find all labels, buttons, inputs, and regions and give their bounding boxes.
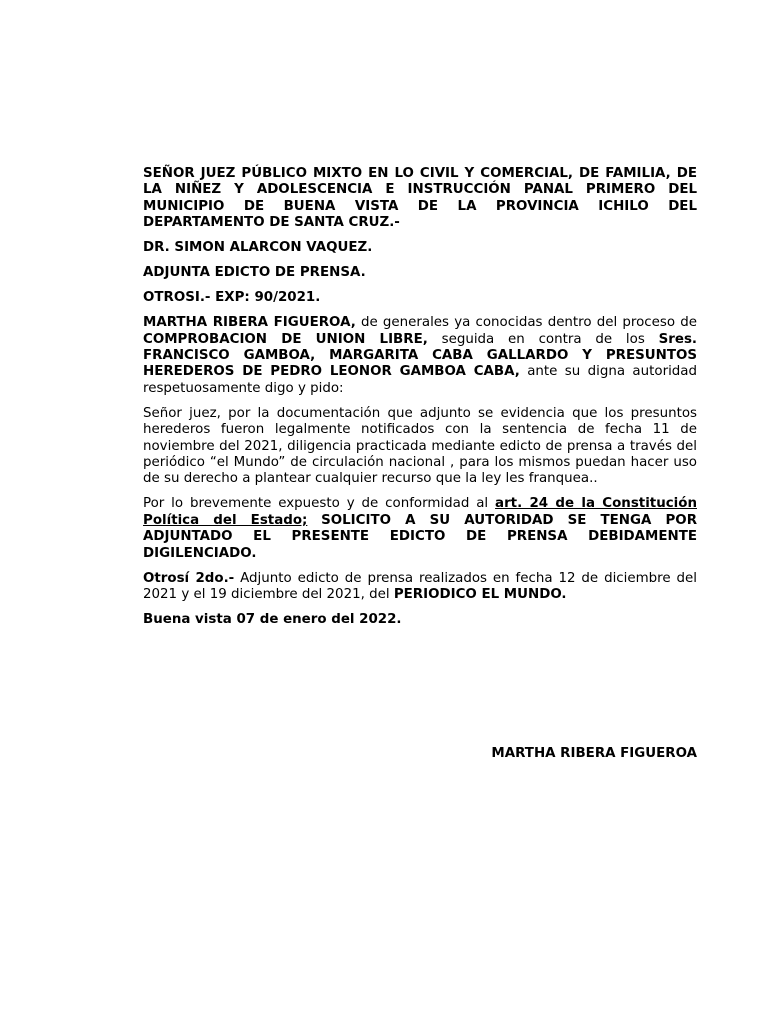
newspaper-source: PERIODICO EL MUNDO. [393, 587, 567, 603]
petition-text: SOLICITO A SU AUTORIDAD SE TENGA POR ADJUNTADO EL PRESENTE EDICTO DE PRENSA DEBIDAMENTE DIGILENCIADO. [143, 512, 698, 561]
otrosi-second-paragraph [143, 571, 697, 604]
intro-text-1: de generales ya conocidas dentro del proceso de [355, 315, 697, 331]
signature-name: MARTHA RIBERA FIGUEROA [491, 746, 697, 761]
document-subject: ADJUNTA EDICTO DE PRENSA. [143, 265, 366, 281]
otrosi-second-text: Adjunto edicto de prensa realizados en fecha 12 de diciembre del 2021 y el 19 diciembre del 2021, del [143, 570, 697, 603]
body-paragraph: Señor juez, por la documentación que adjunto se evidencia que los presuntos herederos fueron legalmente notificados con la sentencia de fecha 11 de noviembre del 2021, diligencia practicada mediante edicto de prensa a través del periódico “el Mundo” de circulación nacional , para los mismos puedan hacer uso de su derecho a plantear cualquier recurso que la ley les franquea.. [143, 405, 697, 487]
petitioner-name: MARTHA RIBERA FIGUEROA, [143, 315, 356, 331]
request-text-1: Por lo brevemente expuesto y de conformidad al [143, 496, 496, 512]
defendants-list: Sres. FRANCISCO GAMBOA, MARGARITA CABA GALLARDO Y PRESUNTOS HEREDEROS DE PEDRO LEONOR GAMBOA CABA, [143, 331, 697, 380]
document-body [143, 166, 697, 637]
process-type: COMPROBACION DE UNION LIBRE, [143, 331, 428, 347]
legal-article-reference: art. 24 de la Constitución Política del Estado; [143, 496, 697, 528]
intro-paragraph [143, 315, 697, 397]
addressee-heading: SEÑOR JUEZ PÚBLICO MIXTO EN LO CIVIL Y COMERCIAL, DE FAMILIA, DE LA NIÑEZ Y ADOLESCENCIA E INSTRUCCIÓN PANAL PRIMERO DEL MUNICIPIO DE BUENA VISTA DE LA PROVINCIA ICHILO DEL DEPARTAMENTO DE SANTA CRUZ.- [143, 166, 697, 231]
request-paragraph [143, 496, 697, 562]
date-line: Buena vista 07 de enero del 2022. [143, 612, 402, 628]
intro-text-3: ante su digna autoridad respetuosamente digo y pido: [143, 364, 698, 396]
case-number: OTROSI.- EXP: 90/2021. [143, 290, 321, 306]
intro-text-2: seguida en contra de los [427, 331, 659, 347]
otrosi-second-label: Otrosí 2do.- [143, 570, 235, 586]
request-text-2 [307, 513, 321, 528]
judge-name: DR. SIMON ALARCON VAQUEZ. [143, 240, 373, 256]
